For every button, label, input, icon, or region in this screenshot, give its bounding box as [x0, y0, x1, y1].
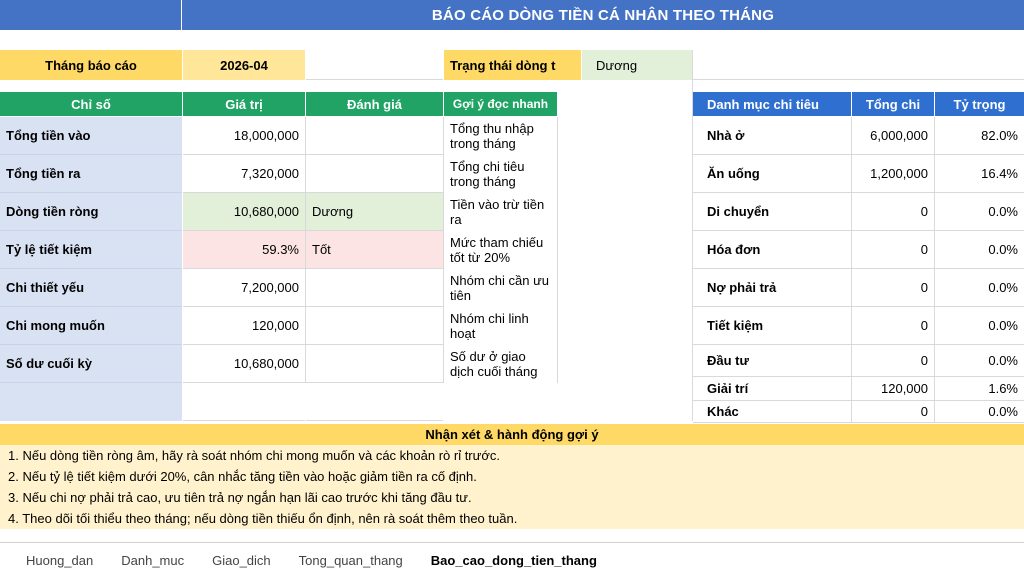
left-empty-row	[0, 383, 182, 421]
title-row	[0, 0, 1024, 30]
right-share: 0.0%	[935, 345, 1024, 377]
left-hint: Nhóm chi cần ưu tiên	[450, 273, 550, 303]
left-empty-rating	[306, 383, 443, 421]
right-header-total: Tổng chi	[852, 92, 934, 116]
left-header-hint: Gợi ý đọc nhanh	[444, 92, 557, 116]
right-category: Nhà ở	[693, 117, 851, 155]
spacer-right-2	[884, 50, 1024, 80]
page-title: BÁO CÁO DÒNG TIỀN CÁ NHÂN THEO THÁNG	[182, 0, 1024, 30]
left-header-value: Giá trị	[183, 92, 305, 116]
left-value: 59.3%	[183, 231, 305, 269]
status-label: Trạng thái dòng t	[444, 50, 581, 80]
right-category: Nợ phải trả	[693, 269, 851, 307]
note-line: 1. Nếu dòng tiền ròng âm, hãy rà soát nhóm chi mong muốn và các khoản rò rỉ trước.	[0, 445, 1024, 466]
right-header-category: Danh mục chi tiêu	[693, 92, 851, 116]
title-left-block	[0, 0, 182, 30]
value-col-divider	[305, 117, 306, 383]
left-metric: Tổng tiền ra	[0, 155, 182, 193]
left-header-rating: Đánh giá	[306, 92, 443, 116]
right-share: 82.0%	[935, 117, 1024, 155]
left-rating	[306, 117, 443, 155]
sheet-tab-bao-cao-dong-tien-thang[interactable]: Bao_cao_dong_tien_thang	[430, 553, 597, 568]
left-hint: Tổng chi tiêu trong tháng	[450, 159, 525, 189]
left-rating	[306, 307, 443, 345]
right-total: 120,000	[852, 377, 934, 401]
right-category: Giải trí	[693, 377, 851, 401]
left-metric: Tỷ lệ tiết kiệm	[0, 231, 182, 269]
notes-header: Nhận xét & hành động gợi ý	[0, 424, 1024, 445]
right-total: 0	[852, 345, 934, 377]
right-category: Khác	[693, 401, 851, 423]
right-col-divider-1	[851, 117, 852, 423]
left-hint: Mức tham chiếu tốt từ 20%	[450, 235, 544, 265]
left-hint: Số dư ở giao dịch cuối tháng	[450, 349, 538, 379]
right-header-share: Tỷ trọng	[935, 92, 1024, 116]
left-value: 10,680,000	[183, 345, 305, 383]
right-share: 0.0%	[935, 401, 1024, 423]
left-rating	[306, 155, 443, 193]
right-category: Di chuyển	[693, 193, 851, 231]
right-category: Hóa đơn	[693, 231, 851, 269]
right-total: 1,200,000	[852, 155, 934, 193]
left-rating: Dương	[306, 193, 443, 231]
right-share: 0.0%	[935, 307, 1024, 345]
note-line: 3. Nếu chi nợ phải trả cao, ưu tiên trả nợ ngắn hạn lãi cao trước khi tăng đầu tư.	[0, 487, 1024, 508]
left-value: 120,000	[183, 307, 305, 345]
left-header-metric: Chỉ số	[0, 92, 182, 116]
right-category: Tiết kiệm	[693, 307, 851, 345]
status-value: Dương	[582, 50, 692, 80]
right-share: 16.4%	[935, 155, 1024, 193]
right-total: 0	[852, 269, 934, 307]
left-hint: Tiền vào trừ tiền ra	[450, 197, 545, 227]
left-value: 18,000,000	[183, 117, 305, 155]
left-rating	[306, 345, 443, 383]
left-metric: Tổng tiền vào	[0, 117, 182, 155]
right-total: 0	[852, 307, 934, 345]
left-hint: Nhóm chi linh hoạt	[450, 311, 529, 341]
left-value: 7,320,000	[183, 155, 305, 193]
sheet-tab-tong-quan-thang[interactable]: Tong_quan_thang	[298, 553, 403, 568]
right-total: 0	[852, 193, 934, 231]
left-metric: Dòng tiền ròng	[0, 193, 182, 231]
right-category: Ăn uống	[693, 155, 851, 193]
sheet-tab-giao-dich[interactable]: Giao_dich	[212, 553, 271, 568]
hint-col-divider	[557, 117, 558, 383]
spacer-c3	[306, 50, 443, 80]
left-hint: Tổng thu nhập trong tháng	[450, 121, 534, 151]
right-category: Đầu tư	[693, 345, 851, 377]
right-share: 0.0%	[935, 231, 1024, 269]
sheet-tab-danh-muc[interactable]: Danh_muc	[121, 553, 185, 568]
sheet-tab-bar	[0, 542, 1024, 578]
right-col-divider-2	[934, 117, 935, 423]
spacer-right-1	[693, 50, 884, 80]
left-metric: Chi mong muốn	[0, 307, 182, 345]
right-total: 0	[852, 401, 934, 423]
right-total: 0	[852, 231, 934, 269]
right-share: 1.6%	[935, 377, 1024, 401]
right-share: 0.0%	[935, 269, 1024, 307]
left-value: 7,200,000	[183, 269, 305, 307]
note-line: 2. Nếu tỷ lệ tiết kiệm dưới 20%, cân nhắc tăng tiền vào hoặc giảm tiền ra cố định.	[0, 466, 1024, 487]
right-share: 0.0%	[935, 193, 1024, 231]
note-line: 4. Theo dõi tối thiểu theo tháng; nếu dòng tiền thiếu ổn định, nên rà soát thêm theo tuần.	[0, 508, 1024, 529]
left-rating: Tốt	[306, 231, 443, 269]
sheet-tab-huong-dan[interactable]: Huong_dan	[26, 553, 94, 568]
left-metric: Chi thiết yếu	[0, 269, 182, 307]
left-value: 10,680,000	[183, 193, 305, 231]
left-empty-value	[183, 383, 305, 421]
month-label: Tháng báo cáo	[0, 50, 182, 80]
right-total: 6,000,000	[852, 117, 934, 155]
left-rating	[306, 269, 443, 307]
left-metric: Số dư cuối kỳ	[0, 345, 182, 383]
month-value[interactable]: 2026-04	[183, 50, 305, 80]
rating-col-divider	[443, 117, 444, 383]
